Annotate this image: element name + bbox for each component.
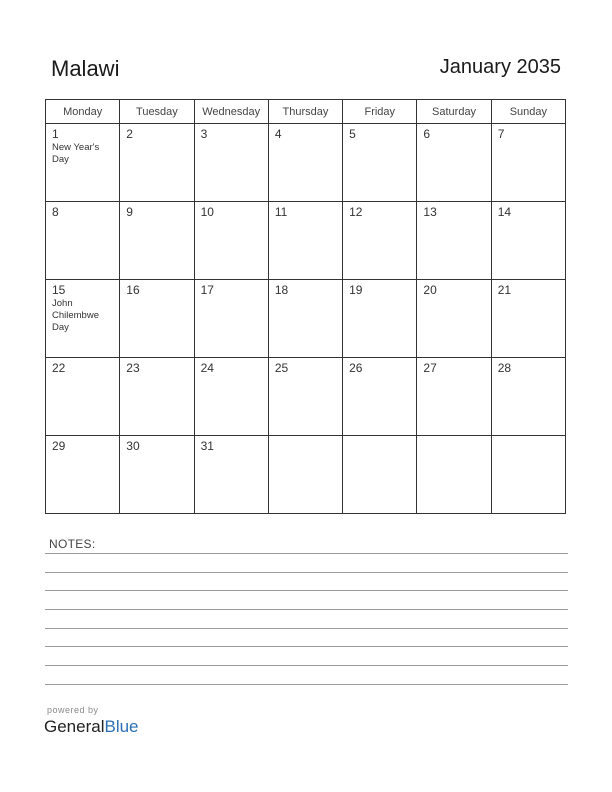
day-number: 4: [274, 127, 282, 141]
notes-label: NOTES:: [49, 537, 96, 551]
day-number: 23: [126, 361, 140, 375]
day-number: 28: [497, 361, 512, 375]
day-cell: [194, 358, 268, 436]
day-cell: [343, 436, 417, 514]
day-cell: [417, 358, 491, 436]
day-cell: [268, 124, 342, 202]
week-row: [46, 202, 566, 280]
day-number: 24: [200, 361, 214, 375]
powered-by-text: powered by: [47, 705, 99, 715]
day-cell: [194, 280, 268, 358]
day-cell: [120, 202, 194, 280]
day-number: 30: [126, 439, 140, 453]
day-cell: [491, 202, 565, 280]
country-title: Malawi: [51, 56, 120, 81]
day-cell: [46, 436, 120, 514]
day-number: 20: [423, 283, 437, 297]
holiday-label: John Chilembwe Day: [52, 298, 99, 333]
day-number: 3: [200, 127, 208, 141]
day-cell: [46, 358, 120, 436]
brand-general-text: General: [44, 717, 105, 736]
weekday-header: Tuesday: [120, 100, 194, 124]
holiday-label: New Year's Day: [52, 142, 100, 165]
day-cell: [417, 202, 491, 280]
day-number: 18: [274, 283, 289, 297]
day-number: 8: [52, 205, 59, 219]
day-number: 19: [349, 283, 363, 297]
month-year-title: January 2035: [439, 56, 561, 78]
day-number: 1: [52, 127, 59, 141]
day-number: 25: [274, 361, 289, 375]
calendar-grid: [45, 99, 566, 514]
day-cell: [491, 124, 565, 202]
day-number: 14: [497, 205, 512, 219]
day-cell: [120, 280, 194, 358]
notes-line: [45, 684, 568, 685]
day-cell: [491, 436, 565, 514]
notes-line: [45, 572, 568, 573]
day-cell: [120, 358, 194, 436]
day-number: 11: [274, 205, 288, 219]
day-cell: [268, 280, 342, 358]
day-number: 9: [126, 205, 133, 219]
notes-line: [45, 665, 568, 666]
day-number: 10: [200, 205, 214, 219]
day-number: 31: [200, 439, 214, 453]
day-cell: [343, 280, 417, 358]
day-cell: [46, 202, 120, 280]
day-cell: [46, 124, 120, 202]
notes-line: [45, 553, 568, 554]
day-cell: [417, 436, 491, 514]
week-row: [46, 436, 566, 514]
day-cell: [194, 124, 268, 202]
day-number: 5: [349, 127, 356, 141]
day-number: 15: [52, 283, 66, 297]
day-cell: [268, 436, 342, 514]
day-cell: [120, 436, 194, 514]
week-row: [46, 124, 566, 202]
day-number: 26: [349, 361, 363, 375]
day-number: 16: [126, 283, 140, 297]
week-row: [46, 280, 566, 358]
day-cell: [46, 280, 120, 358]
day-number: 6: [423, 127, 431, 141]
weekday-header: Sunday: [491, 100, 565, 124]
notes-line: [45, 609, 568, 610]
notes-line: [45, 590, 568, 591]
brand-logo: [44, 717, 139, 737]
day-cell: [268, 358, 342, 436]
day-cell: [194, 436, 268, 514]
brand-blue-text: Blue: [104, 717, 139, 736]
day-number: 29: [52, 439, 66, 453]
day-number: 22: [52, 361, 66, 375]
weekday-header: Friday: [343, 100, 417, 124]
day-number: 12: [349, 205, 363, 219]
weekday-header-row: [46, 100, 566, 124]
day-cell: [343, 358, 417, 436]
day-number: 2: [126, 127, 133, 141]
notes-line: [45, 646, 568, 647]
day-cell: [491, 280, 565, 358]
day-cell: [343, 124, 417, 202]
notes-line: [45, 628, 568, 629]
day-cell: [194, 202, 268, 280]
weekday-header: Thursday: [268, 100, 342, 124]
week-row: [46, 358, 566, 436]
weekday-header: Saturday: [417, 100, 491, 124]
weekday-header: Monday: [46, 100, 120, 124]
day-cell: [120, 124, 194, 202]
weekday-header: Wednesday: [194, 100, 268, 124]
day-number: 7: [497, 127, 505, 141]
day-number: 17: [200, 283, 214, 297]
day-cell: [268, 202, 342, 280]
day-cell: [417, 124, 491, 202]
day-number: 21: [497, 283, 512, 297]
day-number: 27: [423, 361, 437, 375]
day-cell: [491, 358, 565, 436]
day-number: 13: [423, 205, 437, 219]
day-cell: [343, 202, 417, 280]
day-cell: [417, 280, 491, 358]
